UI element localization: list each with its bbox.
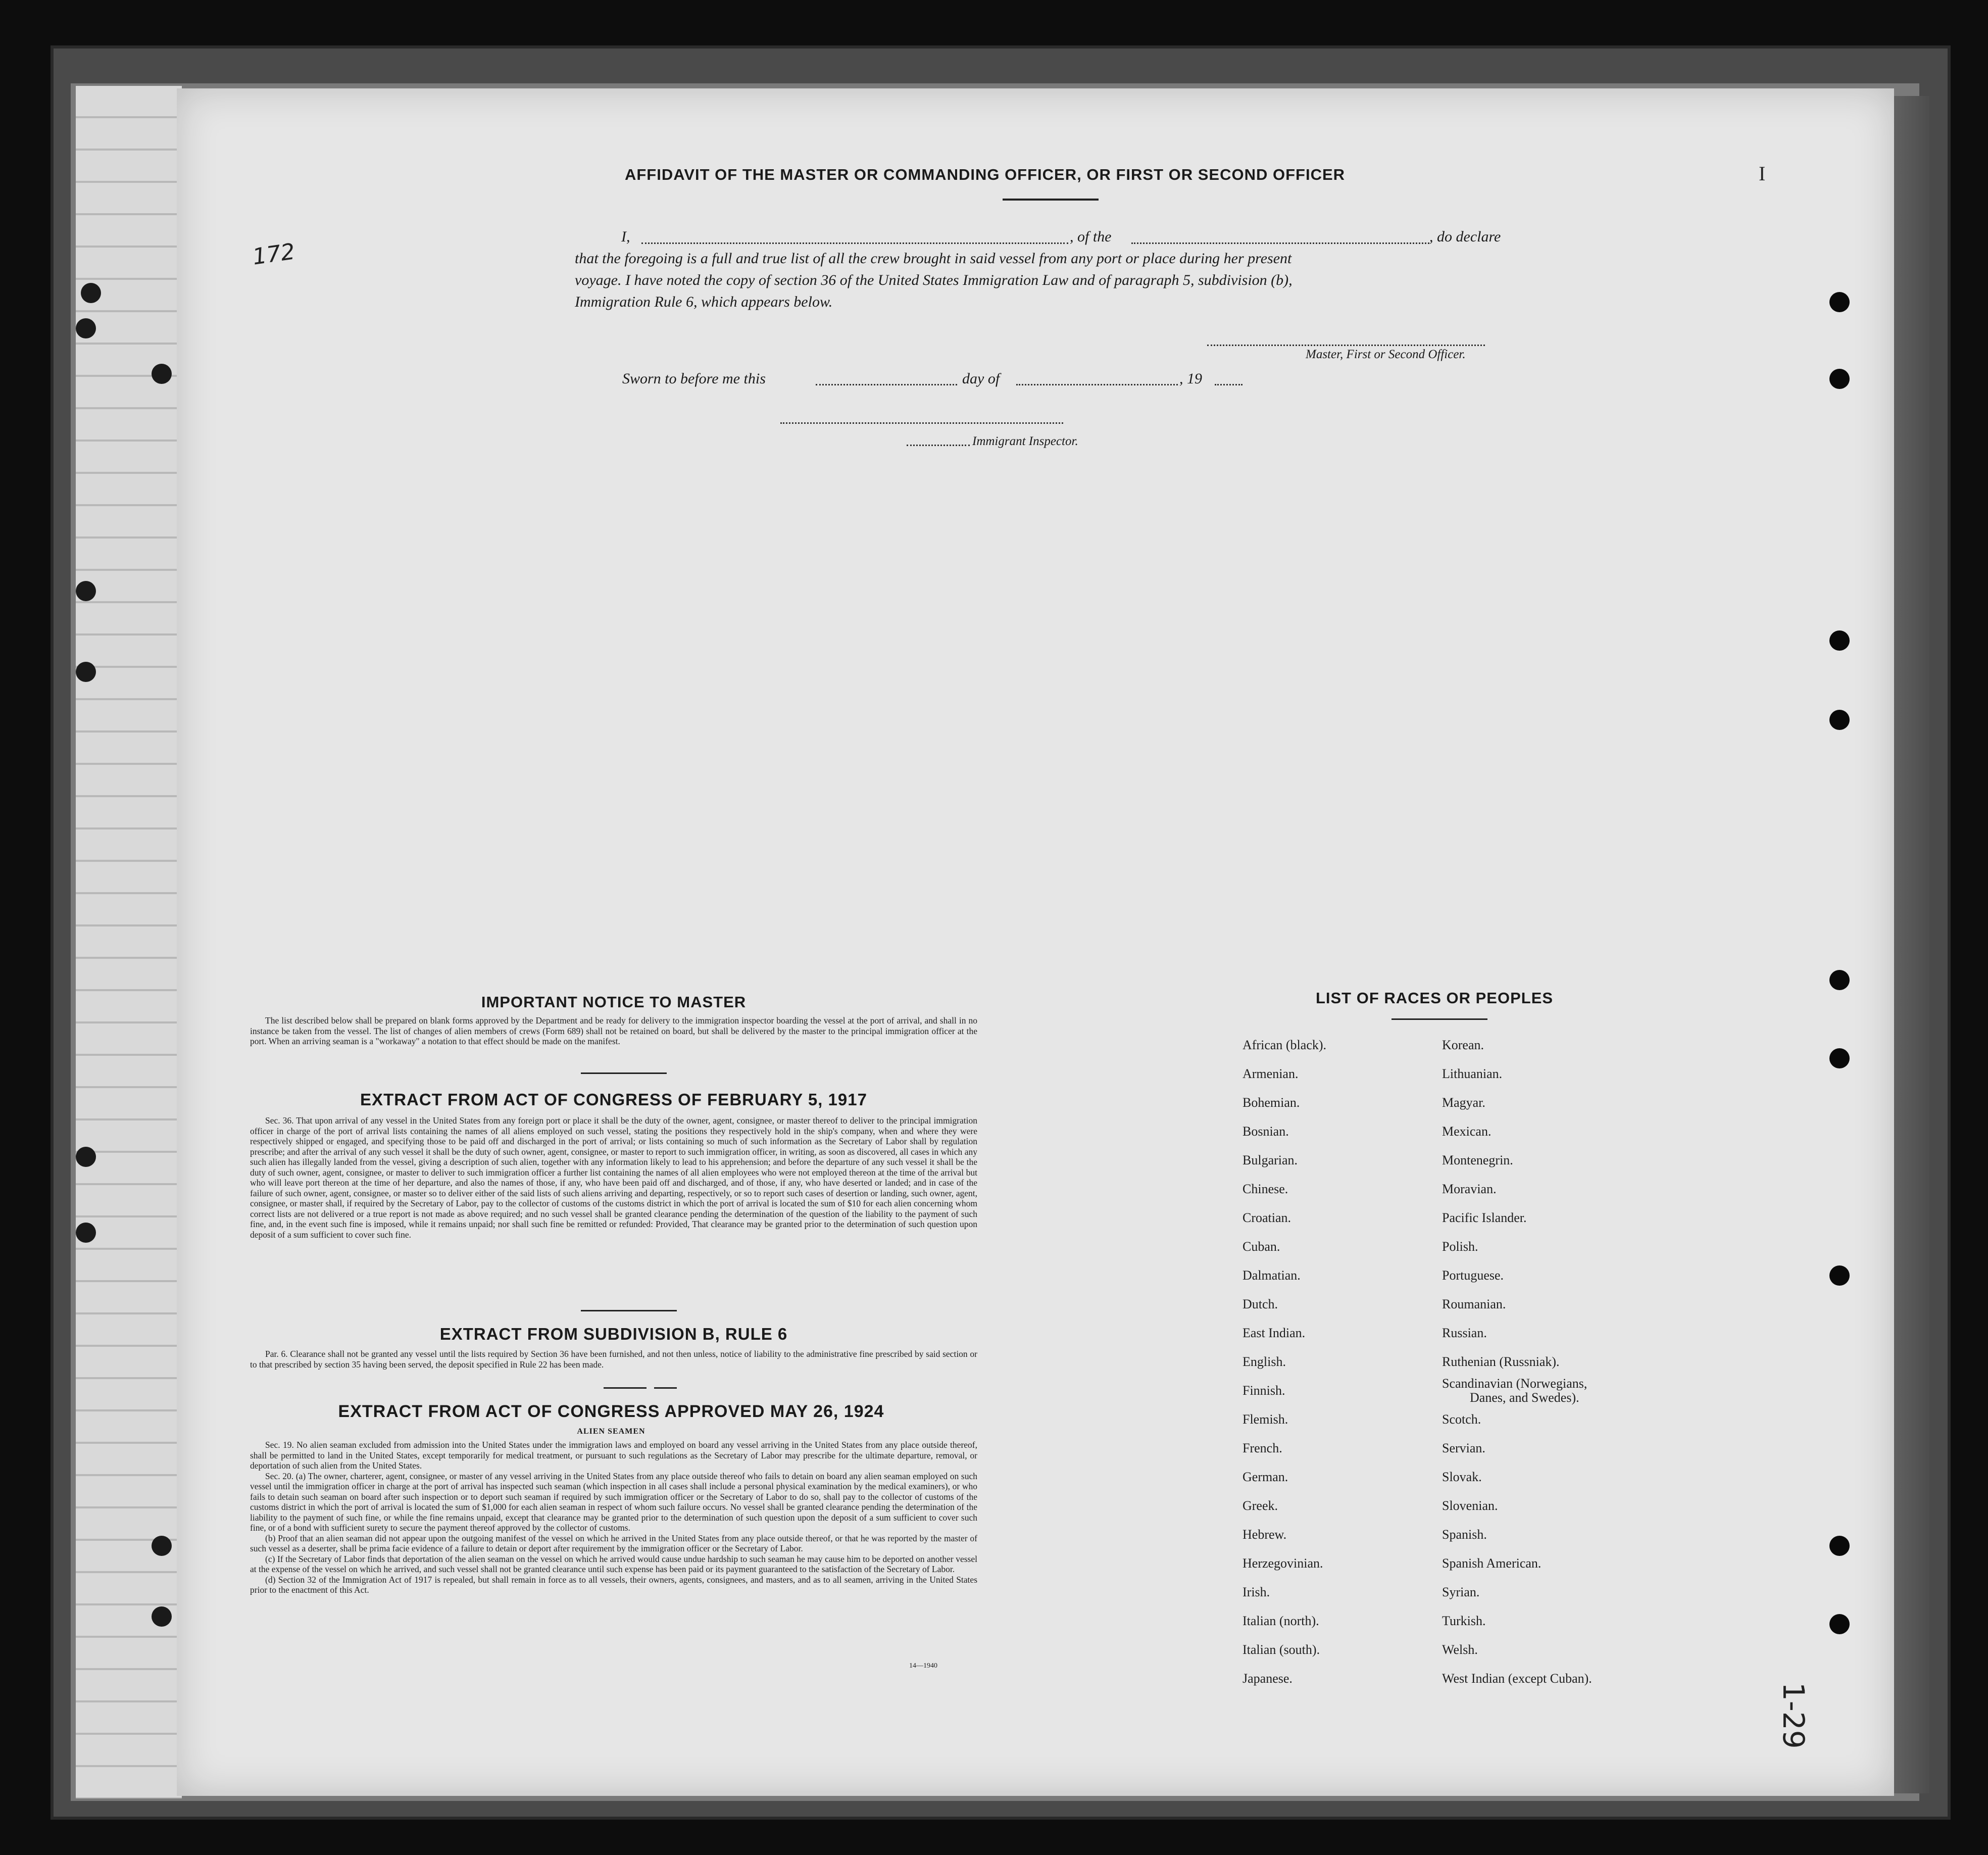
race-item: Dalmatian. [1242,1268,1301,1283]
race-item: Slovenian. [1442,1498,1498,1513]
alien-seamen-subtitle: ALIEN SEAMEN [577,1427,645,1436]
race-item: Dutch. [1242,1297,1278,1311]
race-item: Chinese. [1242,1182,1288,1196]
extract-1917-title: EXTRACT FROM ACT OF CONGRESS OF FEBRUARY 5, 1917 [360,1090,867,1109]
punch-hole [152,1536,172,1556]
punch-hole [1829,1536,1850,1556]
race-item: Italian (north). [1242,1614,1319,1628]
race-item: Spanish American. [1442,1556,1542,1571]
race-item: Japanese. [1242,1671,1293,1686]
notice-paragraph: The list described below shall be prepared on blank forms approved by the Department and be ready for delivery to the immigration inspector boarding the vessel at the port of arrival, and shall in no instance be taken from the vessel. The list of changes of alien members of crews (Form 689) shall not be retained on board, but shall be delivered by the master to the principal immigration officer at the port. When an arriving seaman is a "workaway" a notation to that effect should be made on the manifest. [250,1015,977,1046]
race-item: Scotch. [1442,1412,1481,1427]
race-item: Mexican. [1442,1124,1492,1139]
race-item: Slovak. [1442,1470,1482,1484]
punch-hole [1829,1614,1850,1634]
extract-1924-title: EXTRACT FROM ACT OF CONGRESS APPROVED MAY 26, 1924 [338,1402,884,1421]
punch-hole [1829,710,1850,730]
declaration-line-3: voyage. I have noted the copy of section 36 of the United States Immigration Law and of paragraph 5, subdivision (b), [575,272,1293,288]
race-item: Bulgarian. [1242,1153,1298,1167]
race-item: Roumanian. [1442,1297,1506,1311]
do-declare-label: , do declare [1429,228,1501,245]
punch-hole [76,1147,96,1167]
sworn-day-field[interactable] [816,384,957,385]
race-item: Italian (south). [1242,1642,1320,1657]
inspector-lead-line [907,445,970,446]
section-20d-paragraph: (d) Section 32 of the Immigration Act of 1917 is repealed, but shall remain in force as to all vessels, their owners, agents, consignees, and masters, and as to all seamen, arriving in the United States prior to the enactment of this Act. [250,1574,977,1595]
race-item: Irish. [1242,1585,1270,1599]
race-item: Montenegrin. [1442,1153,1513,1167]
race-item: West Indian (except Cuban). [1442,1671,1592,1686]
race-item: Croatian. [1242,1210,1291,1225]
section-36-paragraph: Sec. 36. That upon arrival of any vessel in the United States from any foreign port or place it shall be the duty of the owner, agent, consignee, or master thereof to deliver to the principal immigration officer in charge of the port of arrival lists containing the names of all aliens employed on such vessel, stating the positions they respectively hold in the ship's company, when and where they were respectively shipped or engaged, and specifying those to be paid off and discharged in the port of arrival; or lists containing so much of such information as the Secretary of Labor shall by regulation prescribe; and after the arrival of any such vessel it shall be the duty of such owner, agent, consignee, or master to report to such immigration officer, in writing, as soon as discovered, all cases in which any such alien has illegally landed from the vessel, giving a description of such alien, together with any information likely to lead to his apprehension; and before the departure of any such vessel it shall be the duty of such owner, agent, consignee, or master to deliver to such immigration officer a further list containing the names of all alien employees who were not employed thereon at the time of the arrival but who will leave port thereon at the time of her departure, and also the names of those, if any, who have been paid off and discharged, and of those, if any, who have deserted or landed; and in case of the failure of such owner, agent, consignee, or master so to deliver either of the said lists of such aliens arriving and departing, respectively, or so to report such cases of desertion or landing, such owner, agent, consignee, or master shall, if required by the Secretary of Labor, pay to the collector of customs of the customs district in which the port of arrival is located the sum of $10 for each alien concerning whom correct lists are not delivered or a true report is not made as above required; and no such vessel shall be granted clearance pending the determination of the question of the liability to the payment of such fine, and, in the event such fine is imposed, while it remains unpaid; nor shall such fine be remitted or refunded: Provided, That clearance may be granted prior to the determination of such question upon deposit of a sum sufficient to cover such fine. [250,1115,977,1240]
race-item: Russian. [1442,1326,1487,1340]
race-item: Greek. [1242,1498,1278,1513]
inspector-signature-field[interactable] [780,422,1063,424]
race-item-continuation: Danes, and Swedes). [1470,1390,1579,1405]
form-number: 14—1940 [909,1662,937,1670]
races-title: LIST OF RACES OR PEOPLES [1315,989,1554,1007]
declaration-line-4: Immigration Rule 6, which appears below. [575,294,833,310]
section-20b-paragraph: (b) Proof that an alien seaman did not appear upon the outgoing manifest of the vessel on which he arrived in the United States from any place outside thereof, or that he was reported by the master of such vessel as a deserter, shall be prima facie evidence of a failure to detain or deport after requirement by the immigration officer or the Secretary of Labor. [250,1533,977,1553]
punch-hole [1829,292,1850,312]
race-item: Moravian. [1442,1182,1497,1196]
punch-hole [1829,369,1850,389]
sworn-month-field[interactable] [1016,384,1178,385]
title-rule [1003,199,1099,201]
race-item: East Indian. [1242,1326,1306,1340]
handwritten-mark: I [1759,162,1766,185]
affidavit-title: AFFIDAVIT OF THE MASTER OR COMMANDING OFFICER, OR FIRST OR SECOND OFFICER [624,166,1346,183]
race-item: Scandinavian (Norwegians, [1442,1376,1587,1391]
section-rule [581,1072,667,1074]
extract-1917-text [250,1115,977,1240]
master-signature-field[interactable] [1207,345,1485,346]
race-item: Syrian. [1442,1585,1480,1599]
race-item: Welsh. [1442,1642,1478,1657]
handwritten-page-number: 172 [251,238,297,270]
race-item: English. [1242,1354,1286,1369]
section-rule [581,1310,677,1311]
day-of-label: day of [962,370,1000,387]
notice-text [250,1015,977,1047]
section-rule [604,1387,647,1389]
races-title-rule [1391,1018,1487,1020]
punch-hole [76,318,96,338]
notice-title: IMPORTANT NOTICE TO MASTER [481,993,747,1011]
race-item: Lithuanian. [1442,1066,1503,1081]
extract-rule6-title: EXTRACT FROM SUBDIVISION B, RULE 6 [439,1325,788,1343]
race-item: African (black). [1242,1038,1327,1052]
race-item: Servian. [1442,1441,1485,1455]
race-item: Korean. [1442,1038,1484,1052]
sworn-year-field[interactable] [1215,384,1242,385]
punch-hole [152,1606,172,1627]
race-item: Spanish. [1442,1527,1487,1542]
race-item: Polish. [1442,1239,1478,1254]
sworn-label: Sworn to before me this [622,370,766,387]
punch-hole [76,581,96,601]
master-signature-label: Master, First or Second Officer. [1306,348,1466,361]
race-item: Portuguese. [1442,1268,1504,1283]
declaration-line-2: that the foregoing is a full and true list of all the crew brought in said vessel from any port or place during her present [575,250,1292,267]
extract-1924-text [250,1440,977,1595]
vessel-name-field[interactable] [1131,242,1429,244]
race-item: Bohemian. [1242,1095,1300,1110]
punch-hole [1829,1048,1850,1068]
inspector-label: Immigrant Inspector. [972,434,1078,448]
punch-hole [76,662,96,682]
punch-hole [81,283,101,303]
punch-hole [76,1223,96,1243]
races-column-2 [1442,1031,1592,1693]
section-19-paragraph: Sec. 19. No alien seaman excluded from admission into the United States under the immigration laws and employed on board any vessel arriving in the United States from any place outside thereof, shall be permitted to land in the United States, except temporarily for medical treatment, or pursuant to such regulations as the Secretary of Labor may prescribe for the ultimate departure, removal, or deportation of such alien from the United States. [250,1440,977,1471]
declarant-label: I, [621,228,630,245]
race-item: Turkish. [1442,1614,1486,1628]
declarant-name-field[interactable] [641,242,1068,244]
race-item: Armenian. [1242,1066,1299,1081]
race-item: French. [1242,1441,1282,1455]
race-item: Pacific Islander. [1442,1210,1527,1225]
race-item: Herzegovinian. [1242,1556,1323,1571]
section-20c-paragraph: (c) If the Secretary of Labor finds that deportation of the alien seaman on the vessel on which he arrived would cause undue hardship to such seaman he may cause him to be deported on another vessel at the expense of the vessel on which he arrived, and such vessel shall not be granted clearance until such expense has been paid or its payment guaranteed to the satisfaction of the Secretary of Labor. [250,1553,977,1574]
of-the-label: , of the [1070,228,1112,245]
race-item: Bosnian. [1242,1124,1289,1139]
punch-hole [1829,1265,1850,1286]
races-column-1 [1242,1031,1326,1693]
handwritten-reference: 1-29 [1776,1682,1811,1749]
race-item: Magyar. [1442,1095,1485,1110]
race-item: Finnish. [1242,1383,1285,1398]
race-item: Cuban. [1242,1239,1280,1254]
punch-hole [1829,970,1850,990]
paragraph-6: Par. 6. Clearance shall not be granted any vessel until the lists required by Section 36 have been furnished, and not then unless, notice of liability to the administrative fine prescribed by said section or to that prescribed by section 35 having been served, the deposit specified in Rule 22 has been made. [250,1349,977,1370]
punch-hole [1829,630,1850,651]
punch-hole [152,364,172,384]
race-item: Ruthenian (Russniak). [1442,1354,1560,1369]
extract-rule6-text [250,1349,977,1370]
section-20a-paragraph: Sec. 20. (a) The owner, charterer, agent, consignee, or master of any vessel arriving in the United States from any place outside thereof who fails to detain on board any alien seaman employed on such vessel until the immigration officer in charge at the port of arrival has inspected such seaman (which inspection in all cases shall include a personal physical examination by the medical examiners), or who fails to detain such seaman on board after such inspection or to deport such seaman if required by such immigration officer or the Secretary of Labor to do so, shall pay to the collector of customs of the customs district in which the port of arrival is located the sum of $1,000 for each alien seaman in respect of whom such failure occurs. No vessel shall be granted clearance pending the determination of the liability to the payment of such fine, or while the fine remains unpaid, except that clearance may be granted prior to the determination of such question upon the deposit of a sum sufficient to cover such fine, or of a bond with sufficient surety to secure the payment thereof approved by the collector of customs. [250,1471,977,1533]
section-rule [654,1387,677,1389]
year-label: , 19 [1179,370,1202,387]
race-item: Hebrew. [1242,1527,1287,1542]
race-item: Flemish. [1242,1412,1288,1427]
race-item: German. [1242,1470,1288,1484]
